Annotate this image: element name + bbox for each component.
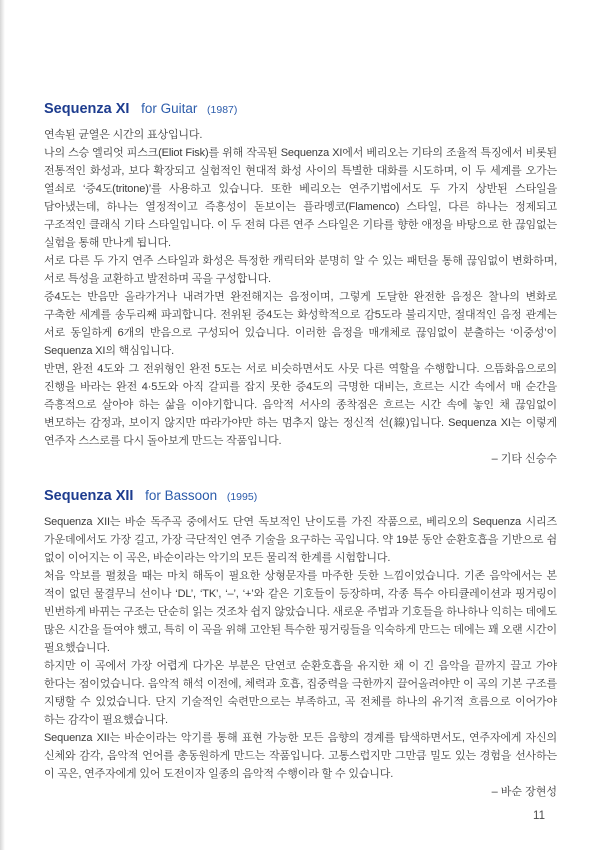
work-instrument: for Bassoon [145, 488, 218, 503]
section-sequenza-xii [44, 483, 557, 801]
section-heading-sequenza-xi [44, 96, 557, 120]
paragraph: 서로 다른 두 가지 연주 스타일과 화성은 특정한 캐릭터와 분명히 알 수 있는 패턴을 통해 끊임없이 변화하며, 서로 특성을 교환하고 발전하며 곡을 구성합니다. [44, 255, 557, 285]
section-sequenza-xi [44, 96, 557, 468]
work-instrument: for Guitar [141, 101, 198, 116]
author-signature: – 기타 신승수 [491, 453, 557, 465]
work-title: Sequenza XI [44, 101, 130, 117]
paragraph: Sequenza XII는 바순이라는 악기를 통해 표현 가능한 모든 음향의 경계를 탐색하면서도, 연주자에게 자신의 신체와 감각, 음악적 언어를 총동원하게 만드는 작품입니다. 고통스럽지만 그만큼 밀도 있는 경험을 선사하는 이 곡은, 연주자에게 있어 도전이자 일종의 음악적 수행이라 할 수 있습니다. [44, 732, 557, 780]
work-year: (1987) [207, 104, 238, 116]
paragraph: 연속된 균열은 시간의 표상입니다. [44, 129, 203, 141]
section-body [44, 513, 557, 783]
work-year: (1995) [226, 491, 258, 503]
section-body [44, 126, 557, 450]
author-signature: – 바순 장현성 [491, 786, 557, 798]
scan-edge-shading [0, 0, 5, 850]
paragraph: 반면, 완전 4도와 그 전위형인 완전 5도는 서로 비슷하면서도 사뭇 다른 역할을 수행합니다. 으뜸화음으로의 진행을 바라는 완전 4·5도와 아직 갈피를 잡지 못한 증4도의 극명한 대비는, 흐르는 시간 속에서 매 순간을 즉흥적으로 살아야 하는 삶을 이야기합니다. 음악적 서사의 종착점은 흐르는 시간 속에 놓인 채 끊임없이 변모하는 감정과, 보이지 않지만 따라가야만 하는 멈추지 않는 정신적 선(線)입니다. Sequenza XI는 이렇게 연주자 스스로를 다시 돌아보게 만드는 작품입니다. [44, 363, 557, 447]
page-number: 11 [533, 810, 545, 822]
paragraph: 증4도는 반음만 올라가거나 내려가면 완전해지는 음정이며, 그렇게 도달한 완전한 음정은 찰나의 변화로 구축한 세계를 송두리째 파괴합니다. 전위된 증4도는 화성학적으로 감5도라 불리지만, 절대적인 음정 관계는 서로 동일하게 6개의 반음으로 구성되어 있습니다. 이러한 음정을 매개체로 끊임없이 분출하는 ‘이중성’이 Sequenza XI의 핵심입니다. [44, 291, 557, 357]
work-title: Sequenza XII [44, 488, 134, 504]
paragraph: 처음 악보를 펼쳤을 때는 마치 해독이 필요한 상형문자를 마주한 듯한 느낌이었습니다. 기존 음악에서는 본 적이 없던 물결무늬 선이나 ‘DL’, ‘TK’, ‘–’, ‘+’와 같은 기호들이 등장하며, 각종 특수 아티큘레이션과 핑거링이 빈번하게 바뀌는 구조는 단순히 읽는 것조차 쉽지 않았습니다. 새로운 주법과 기호들을 하나하나 익히는 데에도 많은 시간을 들여야 했고, 특히 이 곡을 위해 고안된 특수한 핑거링들을 익숙하게 만드는 데에는 꽤 오랜 시간이 필요했습니다. [44, 570, 557, 654]
section-heading-sequenza-xii [44, 483, 557, 507]
paragraph: 하지만 이 곡에서 가장 어렵게 다가온 부분은 단연코 순환호흡을 유지한 채 이 긴 음악을 끝까지 끌고 가야 한다는 점이었습니다. 음악적 해석 이전에, 체력과 호흡, 집중력을 극한까지 끌어올려야만 이 곡의 기본 구조를 지탱할 수 있었습니다. 단지 기술적인 숙련만으로는 부족하고, 곡 전체를 하나의 유기적 흐름으로 이어가야 하는 감각이 필요했습니다. [44, 660, 557, 726]
paragraph: Sequenza XII는 바순 독주곡 중에서도 단연 독보적인 난이도를 가진 작품으로, 베리오의 Sequenza 시리즈 가운데에서도 가장 길고, 가장 극단적인 연주 기술을 요구하는 곡입니다. 약 19분 동안 순환호흡을 기반으로 쉼 없이 이어지는 이 곡은, 바순이라는 악기의 모든 물리적 한계를 시험합니다. [44, 516, 557, 564]
paragraph: 나의 스승 엘리엇 피스크(Eliot Fisk)를 위해 작곡된 Sequenza XI에서 베리오는 기타의 조율적 특징에서 비롯된 전통적인 화성과, 보다 확장되고 실험적인 현대적 화성 사이의 특별한 대화를 시도하며, 이 두 세계를 오가는 열쇠로 ‘증4도(tritone)’를 사용하고 있습니다. 또한 베리오는 연주기법에서도 두 가지 상반된 스타일을 담아냈는데, 하나는 열정적이고 즉흥성이 돋보이는 플라멩코(Flamenco) 스타일, 다른 하나는 정제되고 구조적인 클래식 기타 스타일입니다. 이 두 전혀 다른 연주 스타일은 기타를 향한 애정을 바탕으로 한 끊임없는 실험을 통해 만나게 됩니다. [44, 147, 557, 249]
